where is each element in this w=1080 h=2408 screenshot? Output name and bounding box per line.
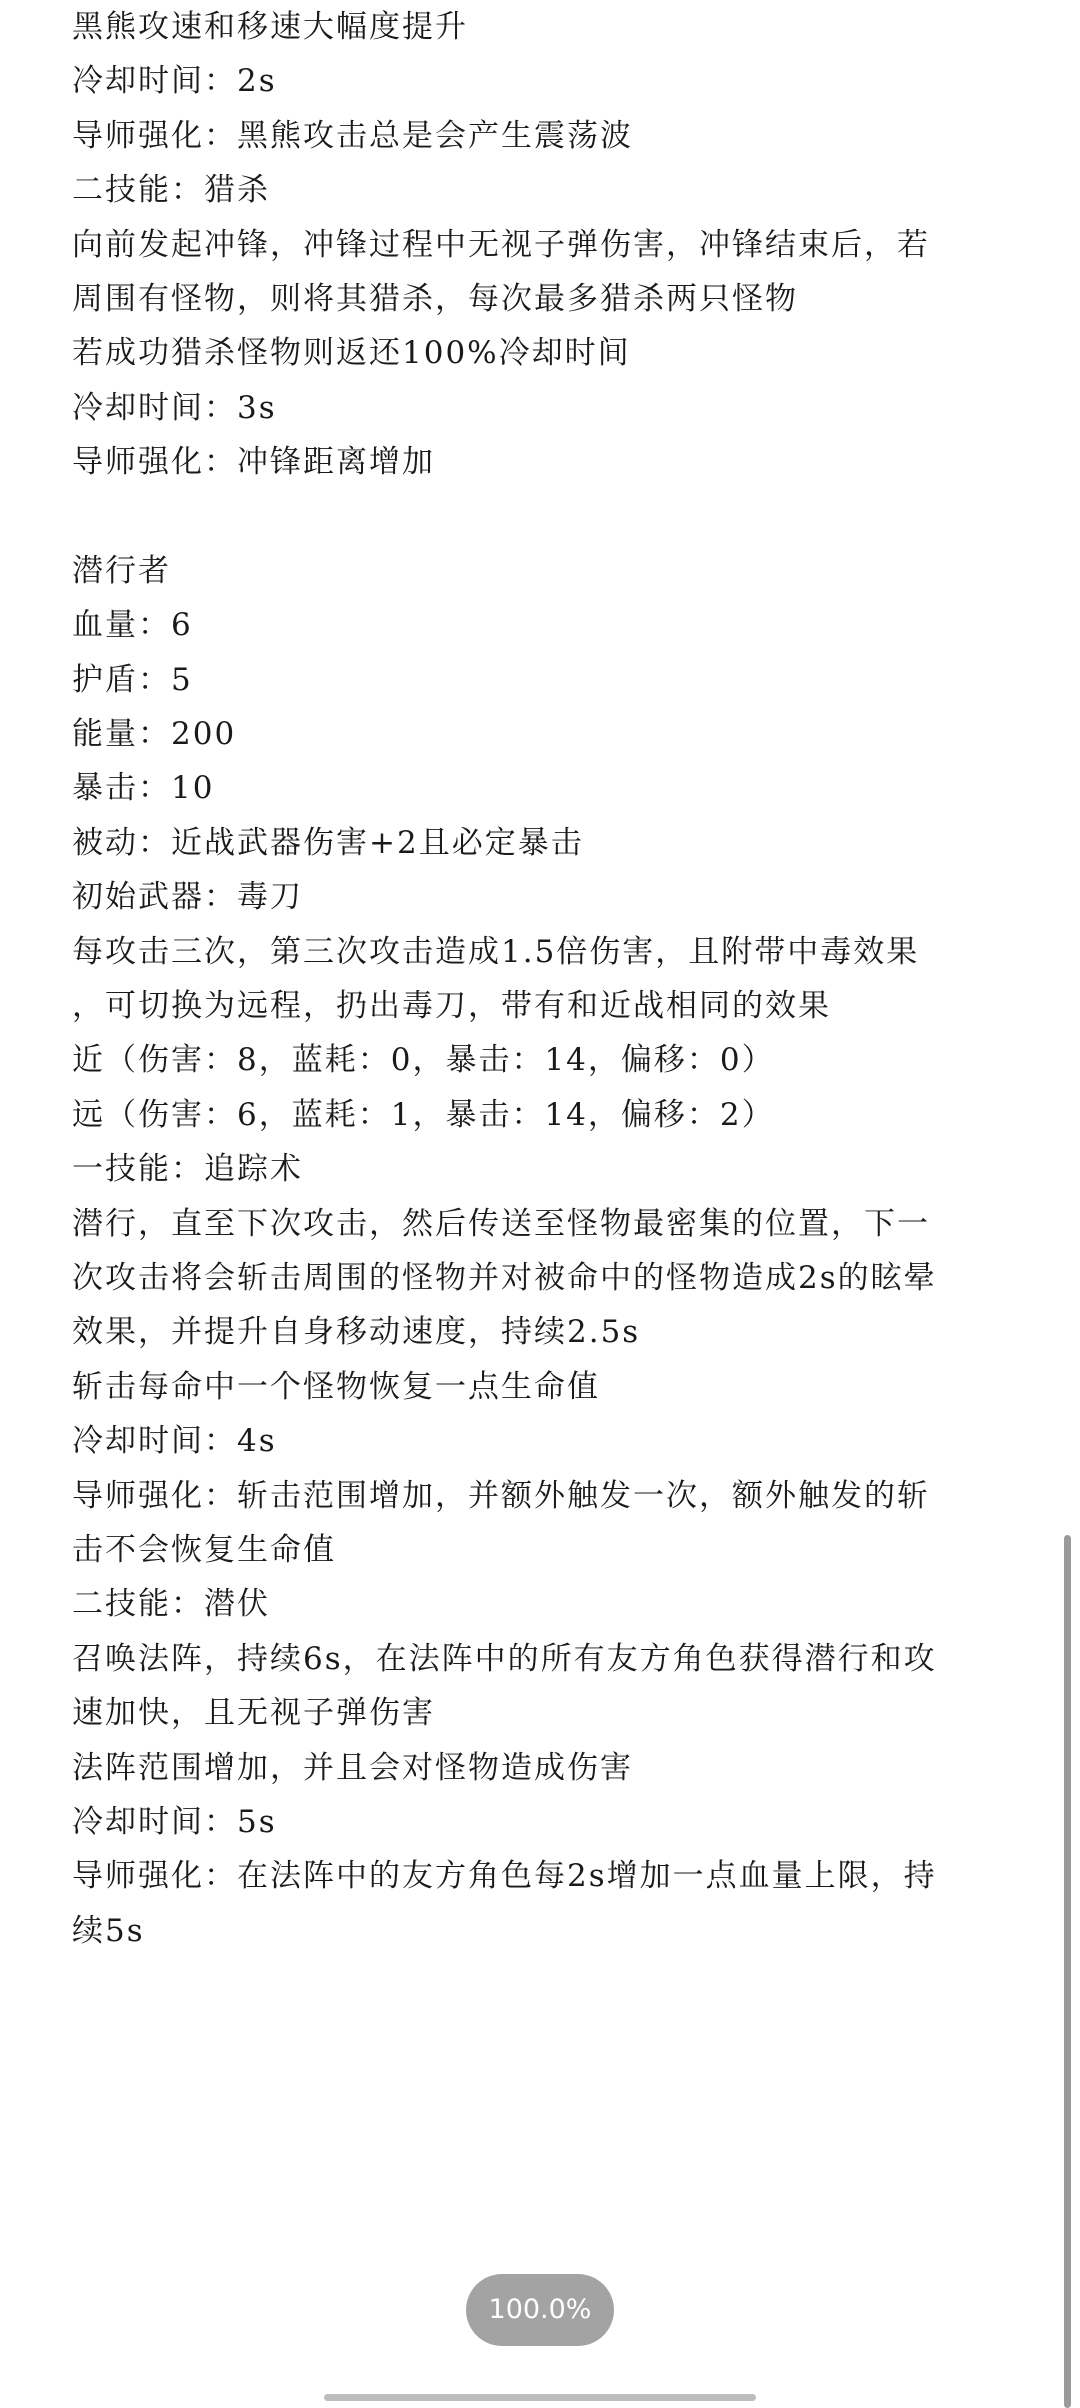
document-text [72,0,1012,1958]
scrollbar[interactable] [1064,1535,1071,2408]
text-line: 二技能：潜伏 [72,1586,270,1623]
text-line: 冷却时间：3s [72,389,277,426]
home-indicator-bar[interactable] [324,2394,756,2401]
text-line: 远（伤害：6，蓝耗：1，暴击：14，偏移：2） [72,1096,775,1133]
text-line: 被动：近战武器伤害+2且必定暴击 [72,824,584,861]
text-line: 导师强化：黑熊攻击总是会产生震荡波 [72,117,633,154]
zoom-indicator: 100.0% [466,2274,614,2346]
text-line: 初始武器：毒刀 [72,879,303,916]
text-line: 法阵范围增加，并且会对怪物造成伤害 [72,1749,633,1786]
text-line: 周围有怪物，则将其猎杀，每次最多猎杀两只怪物 [72,280,798,317]
text-line: 速加快，且无视子弹伤害 [72,1695,435,1732]
text-line: 近（伤害：8，蓝耗：0，暴击：14，偏移：0） [72,1042,775,1079]
text-line: 二技能：猎杀 [72,172,270,209]
text-line: 一技能：追踪术 [72,1151,303,1188]
text-line: 召唤法阵，持续6s，在法阵中的所有友方角色获得潜行和攻 [72,1640,937,1677]
text-line: 向前发起冲锋，冲锋过程中无视子弹伤害，冲锋结束后，若 [72,226,930,263]
text-line: 血量：6 [72,607,193,644]
text-line: ，可切换为远程，扔出毒刀，带有和近战相同的效果 [72,988,831,1025]
text-line: 导师强化：冲锋距离增加 [72,444,435,481]
text-line: 续5s [72,1912,145,1949]
text-line: 暴击：10 [72,770,215,807]
text-line: 次攻击将会斩击周围的怪物并对被命中的怪物造成2s的眩晕 [72,1259,937,1296]
text-line: 若成功猎杀怪物则返还100%冷却时间 [72,335,631,372]
text-line: 护盾：5 [72,661,193,698]
text-line: 潜行，直至下次攻击，然后传送至怪物最密集的位置，下一 [72,1205,930,1242]
text-line: 效果，并提升自身移动速度，持续2.5s [72,1314,641,1351]
blank-line [72,490,1012,544]
text-line: 每攻击三次，第三次攻击造成1.5倍伤害，且附带中毒效果 [72,933,920,970]
text-line: 冷却时间：2s [72,63,277,100]
text-line: 冷却时间：5s [72,1803,277,1840]
text-line: 击不会恢复生命值 [72,1531,336,1568]
text-line: 冷却时间：4s [72,1423,277,1460]
text-line: 斩击每命中一个怪物恢复一点生命值 [72,1368,600,1405]
text-line: 能量：200 [72,716,237,753]
text-line: 导师强化：斩击范围增加，并额外触发一次，额外触发的斩 [72,1477,930,1514]
text-line: 潜行者 [72,552,171,589]
text-line: 导师强化：在法阵中的友方角色每2s增加一点血量上限，持 [72,1858,937,1895]
text-line: 黑熊攻速和移速大幅度提升 [72,9,468,45]
